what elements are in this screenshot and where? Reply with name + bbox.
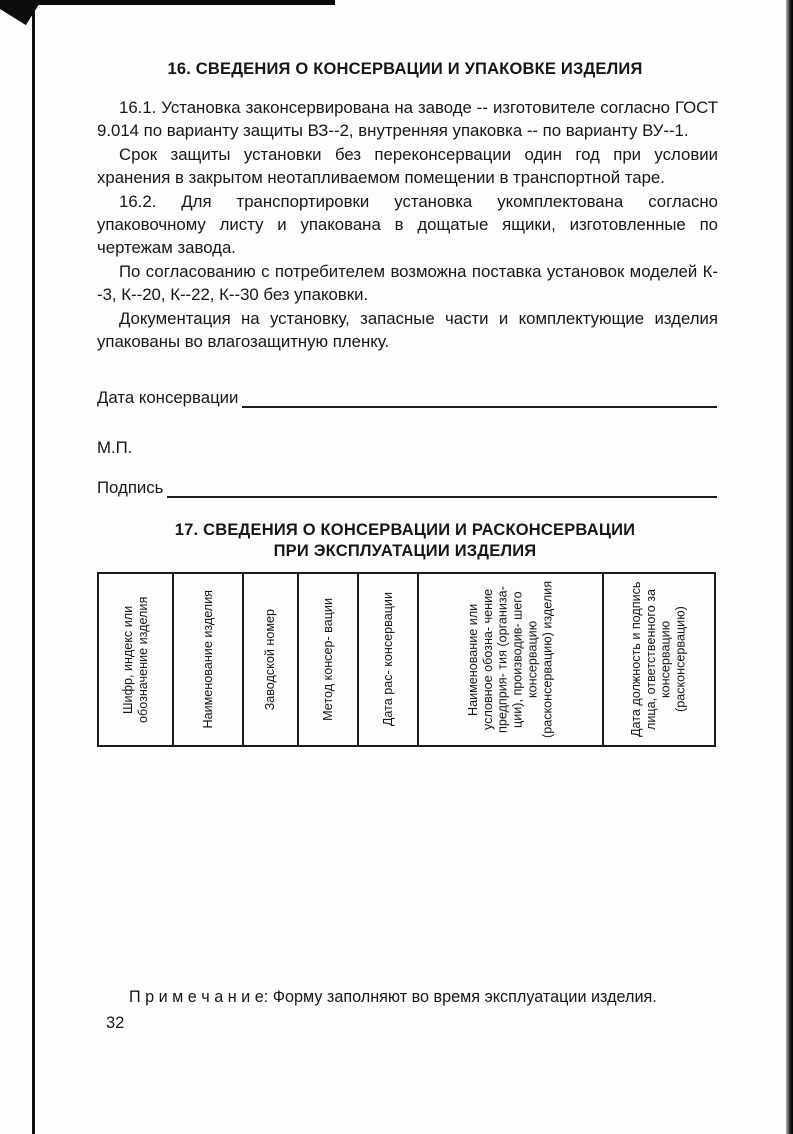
signature-row xyxy=(97,478,717,498)
conservation-date-label: Дата консервации xyxy=(97,388,239,408)
signature-label: Подпись xyxy=(97,478,164,498)
column-header-text: Наименование или условное обозна- чение предприя- тия (организа- ции), производив- шего консервацию (расконсервацию) изделия xyxy=(465,580,555,739)
column-header-text: Дата должность и подпись лица, ответственного за консервацию (расконсервацию) xyxy=(629,581,688,738)
scan-left-edge-line xyxy=(32,0,35,1134)
conservation-table-header xyxy=(97,572,716,747)
section17-title xyxy=(90,520,720,562)
conservation-date-blank-line xyxy=(242,388,717,408)
section17-title-line1: 17. СВЕДЕНИЯ О КОНСЕРВАЦИИ И РАСКОНСЕРВАЦИИ xyxy=(174,521,636,539)
page-number: 32 xyxy=(106,1014,125,1032)
table-column-header xyxy=(602,574,714,745)
footnote: П р и м е ч а н и е: Форму заполняют во время эксплуатации изделия. xyxy=(129,988,657,1006)
column-header-text: Дата рас- консервации xyxy=(380,592,395,727)
paragraph: Документация на установку, запасные части и комплектующие изделия упакованы во влагозащитную пленку. xyxy=(97,309,718,351)
stamp-label: М.П. xyxy=(97,438,133,457)
column-header-text: Наименование изделия xyxy=(200,590,215,729)
table-column-header xyxy=(297,574,357,745)
column-header-text: Метод консер- вации xyxy=(320,598,335,721)
stamp-row xyxy=(97,438,717,458)
paragraph: По согласованию с потребителем возможна поставка установок моделей К--3, К--20, К--22, К--30 без упаковки. xyxy=(97,262,718,304)
table-column-header xyxy=(417,574,602,745)
scan-top-edge-bar xyxy=(35,0,335,5)
signature-blank-line xyxy=(167,478,717,498)
section17-title-line2: ПРИ ЭКСПЛУАТАЦИИ ИЗДЕЛИЯ xyxy=(273,542,537,560)
scan-right-edge-strip xyxy=(786,0,793,1134)
section16-title: 16. СВЕДЕНИЯ О КОНСЕРВАЦИИ И УПАКОВКЕ ИЗДЕЛИЯ xyxy=(167,60,643,78)
paragraph: Срок защиты установки без переконсервации один год при условии хранения в закрытом неотапливаемом помещении в транспортной таре. xyxy=(97,145,718,187)
paragraph: 16.1. Установка законсервирована на заводе -- изготовителе согласно ГОСТ 9.014 по варианту защиты ВЗ--2, внутренняя упаковка -- по варианту ВУ--1. xyxy=(97,98,718,140)
section16-body xyxy=(97,96,718,354)
column-header-text: Шифр, индекс или обозначение изделия xyxy=(120,596,150,723)
column-header-text: Заводской номер xyxy=(263,608,278,711)
paragraph: 16.2. Для транспортировки установка укомплектована согласно упаковочному листу и упакована в дощатые ящики, изготовленные по чертежам завода. xyxy=(97,192,718,257)
table-column-header xyxy=(172,574,242,745)
conservation-date-row xyxy=(97,388,717,408)
table-column-header xyxy=(242,574,297,745)
table-column-header xyxy=(357,574,417,745)
table-column-header xyxy=(99,574,172,745)
